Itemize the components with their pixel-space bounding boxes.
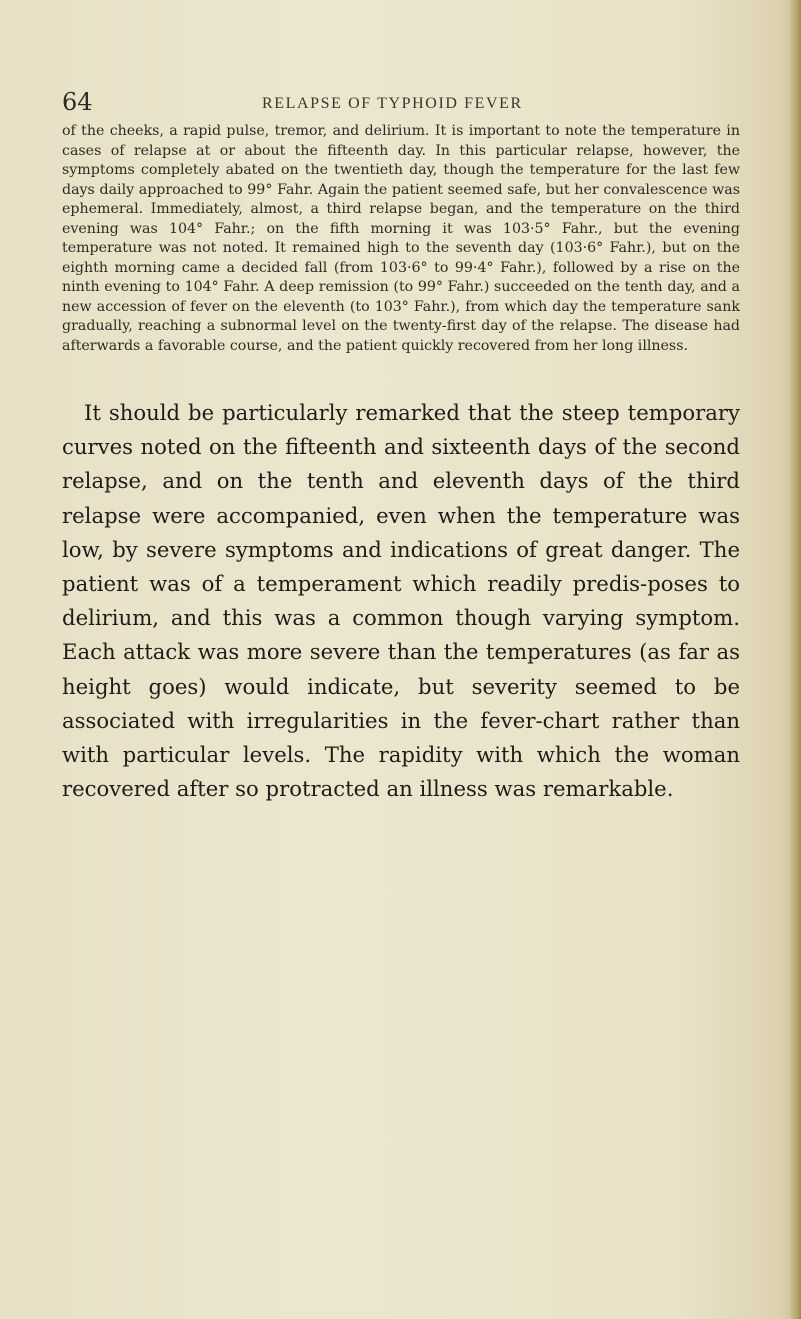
page-number: 64 (62, 88, 93, 116)
page-edge-shadow (789, 0, 801, 1319)
paragraph-continuation: of the cheeks, a rapid pulse, tremor, and delirium. It is important to note the temperature in cases of relapse at or about the fifteenth day. In this particular relapse, however, the symptoms completely abated on the twentieth day, though the temperature for the last few days daily approached to 99° Fahr. Again the patient seemed safe, but her convalescence was ephemeral. Immediately, almost, a third relapse began, and the temperature on the third evening was 104° Fahr.; on the fifth morning it was 103·5° Fahr., but the evening temperature was not noted. It remained high to the seventh day (103·6° Fahr.), but on the eighth morning came a decided fall (from 103·6° to 99·4° Fahr.), followed by a rise on the ninth evening to 104° Fahr. A deep remission (to 99° Fahr.) succeeded on the tenth day, and a new accession of fever on the eleventh (to 103° Fahr.), from which day the temperature sank gradually, reaching a subnormal level on the twenty-first day of the relapse. The disease had afterwards a favorable course, and the patient quickly recovered from her long illness. (62, 123, 740, 354)
page-header (62, 88, 742, 122)
running-head: RELAPSE OF TYPHOID FEVER (262, 95, 523, 112)
paragraph-remark: It should be particularly remarked that the steep temporary curves noted on the fifteenth and sixteenth days of the second relapse, and on the tenth and eleventh days of the third relapse were accompanied, even when the temperature was low, by severe symptoms and indications of great danger. The patient was of a temperament which readily predis-poses to delirium, and this was a common though varying symptom. Each attack was more severe than the temperatures (as far as height goes) would indicate, but severity seemed to be associated with irregularities in the fever-chart rather than with particular levels. The rapidity with which the woman recovered after so protracted an illness was remarkable. (62, 400, 740, 802)
